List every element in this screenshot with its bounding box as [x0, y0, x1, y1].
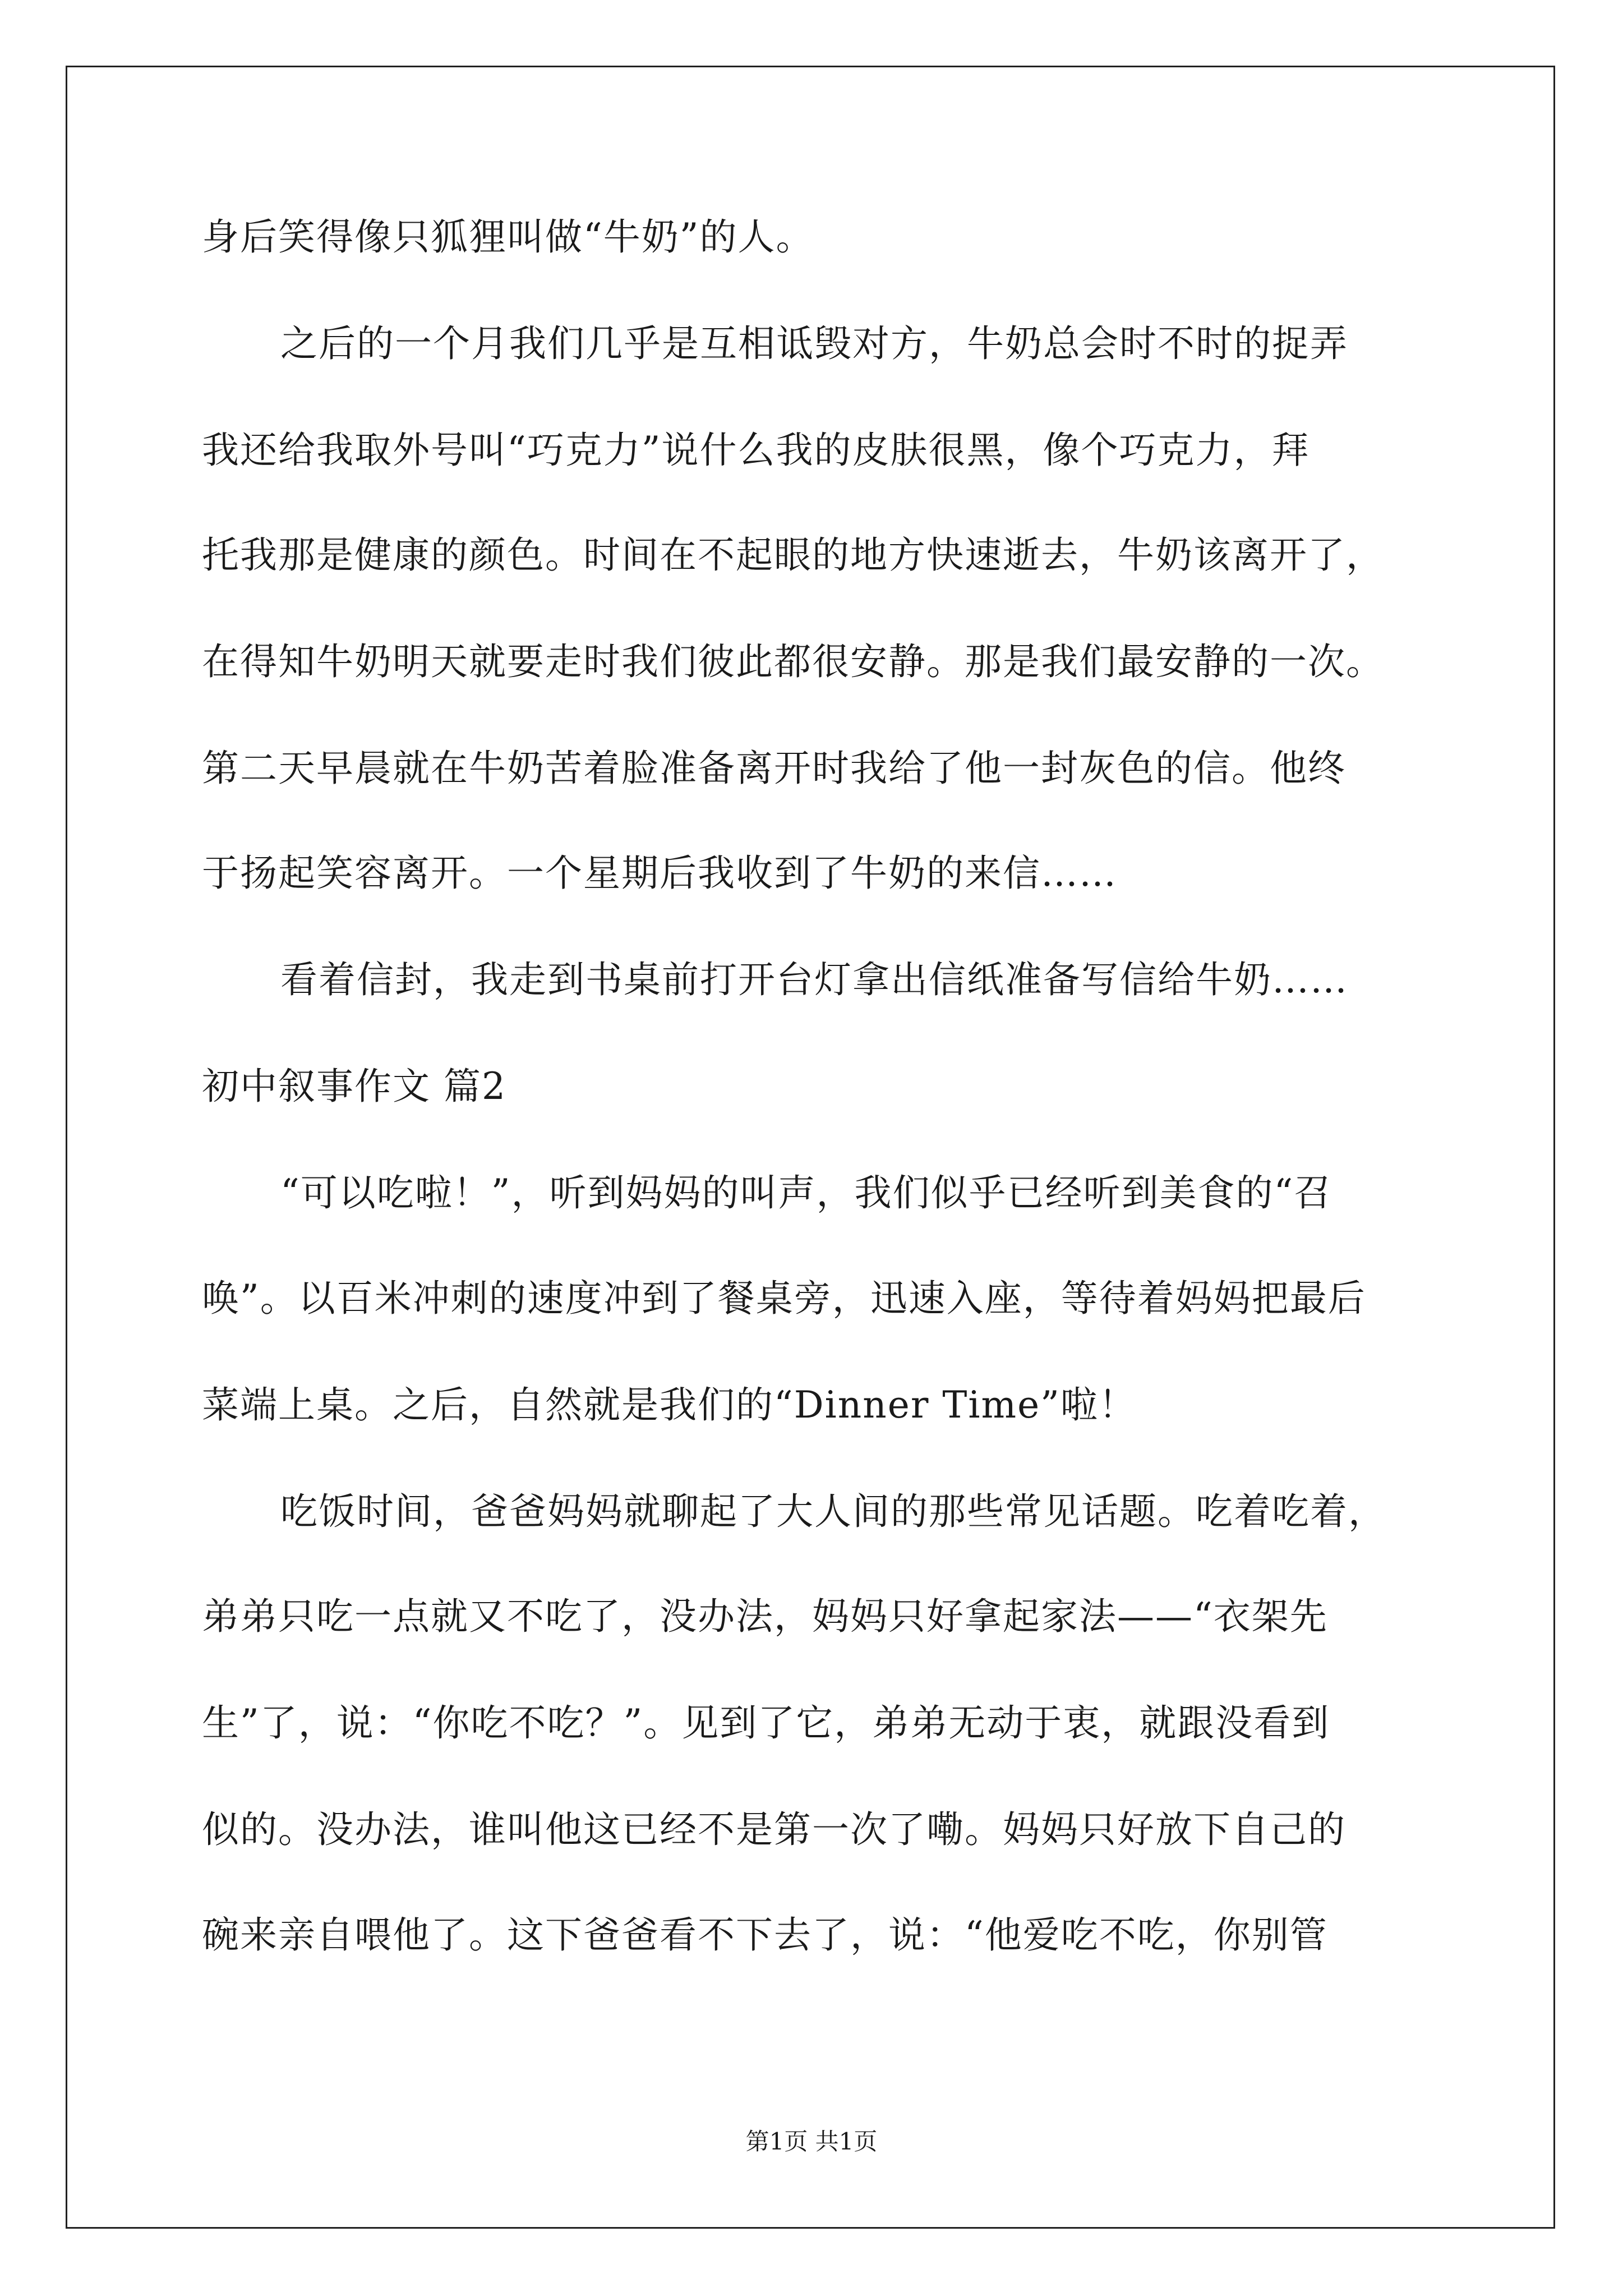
text-line-continuation: 身后笑得像只狐狸叫做“牛奶”的人。 — [202, 215, 814, 259]
page-border — [66, 66, 1555, 2229]
text-line: 生”了，说：“你吃不吃？”。见到了它，弟弟无动于衷，就跟没看到 — [202, 1701, 1330, 1745]
text-line: 碗来亲自喂他了。这下爸爸看不下去了，说：“他爱吃不吃，你别管 — [202, 1913, 1328, 1957]
paragraph-start: “可以吃啦！”，听到妈妈的叫声，我们似乎已经听到美食的“召 — [280, 1171, 1332, 1214]
text-line: 在得知牛奶明天就要走时我们彼此都很安静。那是我们最安静的一次。 — [202, 640, 1384, 683]
paragraph-start: 看着信封，我走到书桌前打开台灯拿出信纸准备写信给牛奶…… — [280, 958, 1348, 1001]
paragraph-start: 之后的一个月我们几乎是互相诋毁对方，牛奶总会时不时的捉弄 — [280, 322, 1348, 365]
text-line: 于扬起笑容离开。一个星期后我收到了牛奶的来信…… — [202, 852, 1117, 895]
section-heading: 初中叙事作文 篇2 — [202, 1065, 506, 1108]
text-line: 我还给我取外号叫“巧克力”说什么我的皮肤很黑，像个巧克力，拜 — [202, 429, 1310, 472]
page-number-footer: 第1页 共1页 — [745, 2128, 878, 2155]
paragraph-start: 吃饭时间，爸爸妈妈就聊起了大人间的那些常见话题。吃着吃着， — [280, 1490, 1386, 1533]
text-line: 菜端上桌。之后，自然就是我们的“Dinner Time”啦！ — [202, 1383, 1137, 1427]
text-line: 弟弟只吃一点就又不吃了，没办法，妈妈只好拿起家法——“衣架先 — [202, 1595, 1328, 1638]
text-line: 唤”。以百米冲刺的速度冲到了餐桌旁，迅速入座，等待着妈妈把最后 — [202, 1277, 1366, 1320]
text-line: 托我那是健康的颜色。时间在不起眼的地方快速逝去，牛奶该离开了， — [202, 533, 1384, 577]
text-line: 似的。没办法，谁叫他这已经不是第一次了嘞。妈妈只好放下自己的 — [202, 1808, 1346, 1851]
text-line: 第二天早晨就在牛奶苦着脸准备离开时我给了他一封灰色的信。他终 — [202, 747, 1346, 790]
